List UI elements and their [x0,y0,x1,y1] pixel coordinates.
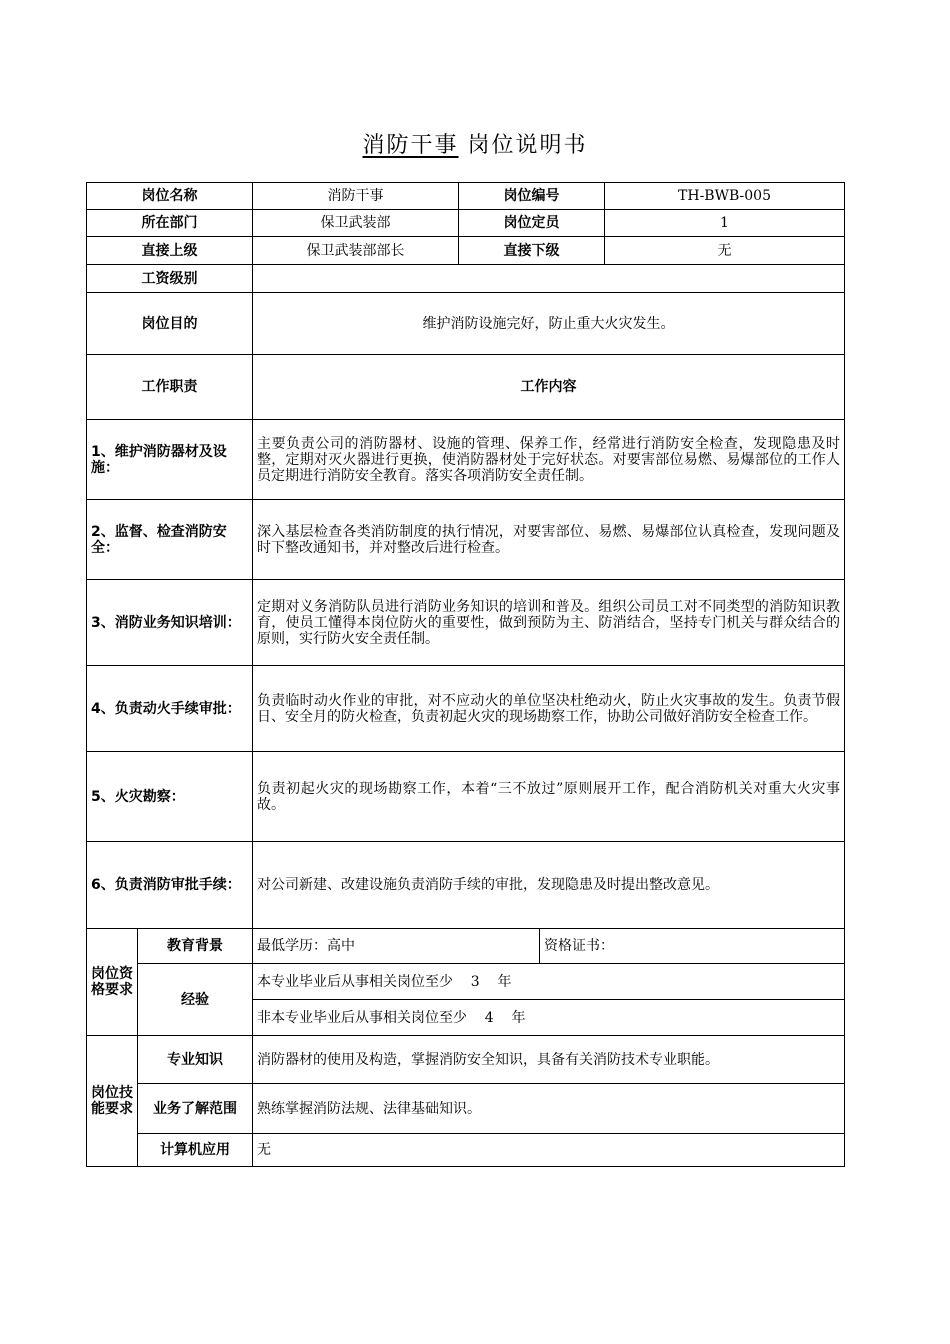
duties-header-row [87,355,845,420]
duties-content-header: 工作内容 [253,355,845,420]
superior-value: 保卫武装部部长 [253,237,459,265]
title-position-name: 消防干事 [362,133,459,158]
qualification-group-text: 岗位资格要求 [91,966,133,998]
skill-label: 计算机应用 [138,1134,253,1167]
page-title [0,128,950,159]
purpose-label: 岗位目的 [87,293,253,355]
duty-content: 负责临时动火作业的审批，对不应动火的单位坚决杜绝动火，防止火灾事故的发生。负责节假日、安全月的防火检查，负责初起火灾的现场勘察工作，协助公司做好消防安全检查工作。 [253,666,845,752]
duty-row [87,842,845,929]
purpose-row [87,293,845,355]
certificate-value: 资格证书： [540,929,845,964]
skill-value: 熟练掌握消防法规、法律基础知识。 [253,1084,845,1134]
duty-row [87,666,845,752]
duty-content: 对公司新建、改建设施负责消防手续的审批，发现隐患及时提出整改意见。 [253,842,845,929]
skill-value: 无 [253,1134,845,1167]
subordinate-label: 直接下级 [459,237,605,265]
duty-name: 1、维护消防器材及设施： [87,420,253,500]
education-value: 最低学历：高中 [253,929,540,964]
experience-unrelated: 非本专业毕业后从事相关岗位至少 4 年 [253,1000,845,1036]
skill-label: 业务了解范围 [138,1084,253,1134]
duties-label: 工作职责 [87,355,253,420]
purpose-value: 维护消防设施完好，防止重大火灾发生。 [253,293,845,355]
skill-row [87,1084,845,1134]
position-code-label: 岗位编号 [459,183,605,210]
department-value: 保卫武装部 [253,210,459,237]
experience-row [87,964,845,1000]
headcount-label: 岗位定员 [459,210,605,237]
job-description-table [86,182,845,1167]
skills-group-label [87,1036,138,1167]
header-row [87,210,845,237]
skill-row [87,1036,845,1084]
duty-content: 主要负责公司的消防器材、设施的管理、保养工作，经常进行消防安全检查，发现隐患及时整，定期对灭火器进行更换，使消防器材处于完好状态。对要害部位易燃、易爆部位的工作人员定期进行消防安全教育。落实各项消防安全责任制。 [253,420,845,500]
qualification-row [87,929,845,964]
duty-name: 3、消防业务知识培训： [87,580,253,666]
duty-content: 定期对义务消防队员进行消防业务知识的培训和普及。组织公司员工对不同类型的消防知识教育，使员工懂得本岗位防火的重要性，做到预防为主、防消结合，坚持专门机关与群众结合的原则，实行防火安全责任制。 [253,580,845,666]
skill-row [87,1134,845,1167]
salary-row [87,265,845,293]
experience-label: 经验 [138,964,253,1036]
duty-content: 深入基层检查各类消防制度的执行情况，对要害部位、易燃、易爆部位认真检查，发现问题及时下整改通知书，并对整改后进行检查。 [253,500,845,580]
position-code-value: TH-BWB-005 [605,183,845,210]
header-row [87,237,845,265]
skill-value: 消防器材的使用及构造，掌握消防安全知识，具备有关消防技术专业职能。 [253,1036,845,1084]
position-name-label: 岗位名称 [87,183,253,210]
department-label: 所在部门 [87,210,253,237]
superior-label: 直接上级 [87,237,253,265]
duty-row [87,752,845,842]
duty-row [87,580,845,666]
duty-name: 4、负责动火手续审批： [87,666,253,752]
duty-row [87,420,845,500]
salary-value [253,265,845,293]
subordinate-value: 无 [605,237,845,265]
position-name-value: 消防干事 [253,183,459,210]
skill-label: 专业知识 [138,1036,253,1084]
headcount-value: 1 [605,210,845,237]
duty-name: 5、火灾勘察： [87,752,253,842]
duty-content: 负责初起火灾的现场勘察工作，本着“三不放过”原则展开工作，配合消防机关对重大火灾事故。 [253,752,845,842]
duty-row [87,500,845,580]
qualification-group-label [87,929,138,1036]
title-suffix: 岗位说明书 [467,133,588,158]
education-label: 教育背景 [138,929,253,964]
salary-label: 工资级别 [87,265,253,293]
skills-group-text: 岗位技能要求 [91,1085,133,1117]
experience-related: 本专业毕业后从事相关岗位至少 3 年 [253,964,845,1000]
header-row [87,183,845,210]
duty-name: 6、负责消防审批手续： [87,842,253,929]
duty-name: 2、监督、检查消防安全： [87,500,253,580]
